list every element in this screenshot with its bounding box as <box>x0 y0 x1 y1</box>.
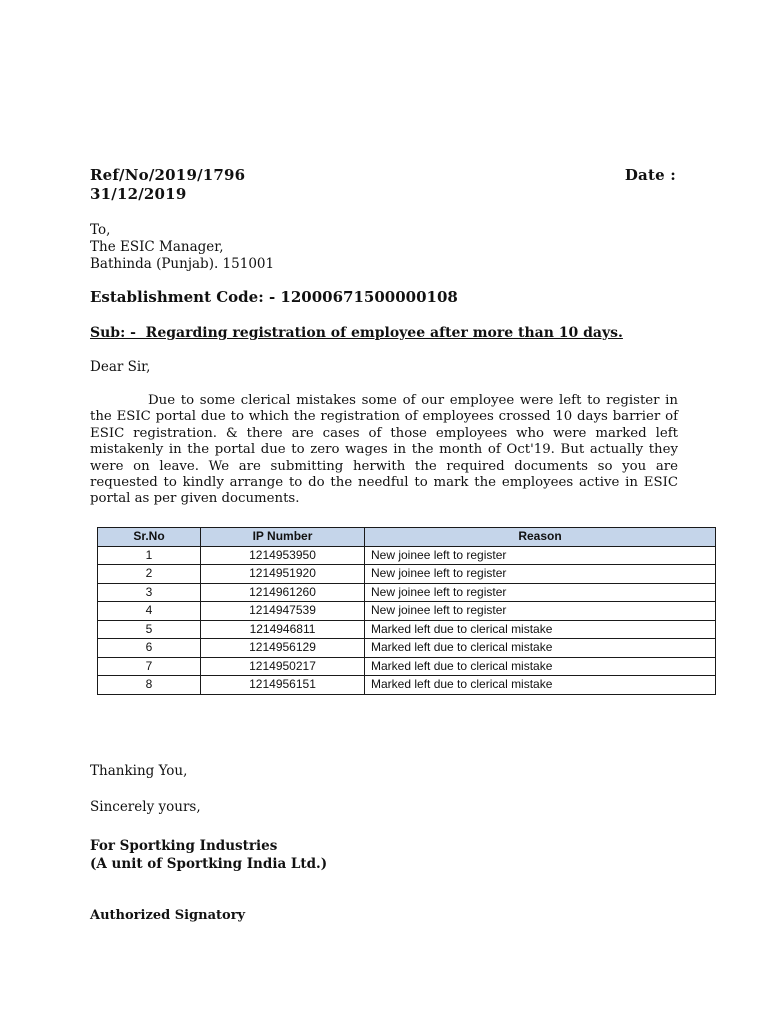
sr-no-cell: 1 <box>98 546 201 565</box>
signoff: Sincerely yours, <box>90 799 201 815</box>
table-body <box>98 546 716 694</box>
table-row <box>98 565 716 584</box>
table-row <box>98 639 716 658</box>
ip-number-cell: 1214956129 <box>201 639 365 658</box>
table-row <box>98 676 716 695</box>
sr-no-cell: 4 <box>98 602 201 621</box>
sr-no-cell: 6 <box>98 639 201 658</box>
reason-cell: New joinee left to register <box>365 583 716 602</box>
company-name: For Sportking Industries <box>90 838 278 854</box>
column-header-reason: Reason <box>365 528 716 547</box>
reason-cell: New joinee left to register <box>365 546 716 565</box>
table-header-row <box>98 528 716 547</box>
column-header-sr-no: Sr.No <box>98 528 201 547</box>
authorized-signatory: Authorized Signatory <box>90 908 246 923</box>
address-to: To, <box>90 222 111 238</box>
greeting: Dear Sir, <box>90 359 151 375</box>
ip-number-cell: 1214961260 <box>201 583 365 602</box>
subject-line: Sub: - Regarding registration of employee after more than 10 days. <box>90 325 623 341</box>
date-value: 31/12/2019 <box>90 185 187 203</box>
reason-cell: Marked left due to clerical mistake <box>365 657 716 676</box>
body-paragraph: Due to some clerical mistakes some of our employee were left to register in the ESIC portal due to which the registration of employees crossed 10 days barrier of ESIC registration. & there are cases of those employees who were marked left mistakenly in the portal due to zero wages in the month of Oct'19. But actually they were on leave. We are submitting herwith the required documents so you are requested to kindly arrange to do the needful to mark the employees active in ESIC portal as per given documents. <box>90 393 678 507</box>
sr-no-cell: 5 <box>98 620 201 639</box>
sr-no-cell: 7 <box>98 657 201 676</box>
ip-number-cell: 1214947539 <box>201 602 365 621</box>
closing-thanks: Thanking You, <box>90 763 188 779</box>
reason-cell: New joinee left to register <box>365 602 716 621</box>
reference-line <box>90 166 678 184</box>
table-row <box>98 546 716 565</box>
table-row <box>98 657 716 676</box>
reason-cell: Marked left due to clerical mistake <box>365 620 716 639</box>
ip-number-cell: 1214950217 <box>201 657 365 676</box>
table-row <box>98 602 716 621</box>
reason-cell: Marked left due to clerical mistake <box>365 676 716 695</box>
employee-table <box>97 527 716 695</box>
column-header-ip-number: IP Number <box>201 528 365 547</box>
reference-number: Ref/No/2019/1796 <box>90 166 246 184</box>
ip-number-cell: 1214953950 <box>201 546 365 565</box>
ip-number-cell: 1214951920 <box>201 565 365 584</box>
ip-number-cell: 1214956151 <box>201 676 365 695</box>
reason-cell: New joinee left to register <box>365 565 716 584</box>
recipient-address: Bathinda (Punjab). 151001 <box>90 256 275 272</box>
ip-number-cell: 1214946811 <box>201 620 365 639</box>
company-unit: (A unit of Sportking India Ltd.) <box>90 856 328 872</box>
sr-no-cell: 8 <box>98 676 201 695</box>
reason-cell: Marked left due to clerical mistake <box>365 639 716 658</box>
table-row <box>98 620 716 639</box>
establishment-code: Establishment Code: - 12000671500000108 <box>90 288 458 306</box>
date-label: Date : <box>624 166 676 184</box>
recipient-name: The ESIC Manager, <box>90 239 224 255</box>
sr-no-cell: 3 <box>98 583 201 602</box>
table-row <box>98 583 716 602</box>
sr-no-cell: 2 <box>98 565 201 584</box>
